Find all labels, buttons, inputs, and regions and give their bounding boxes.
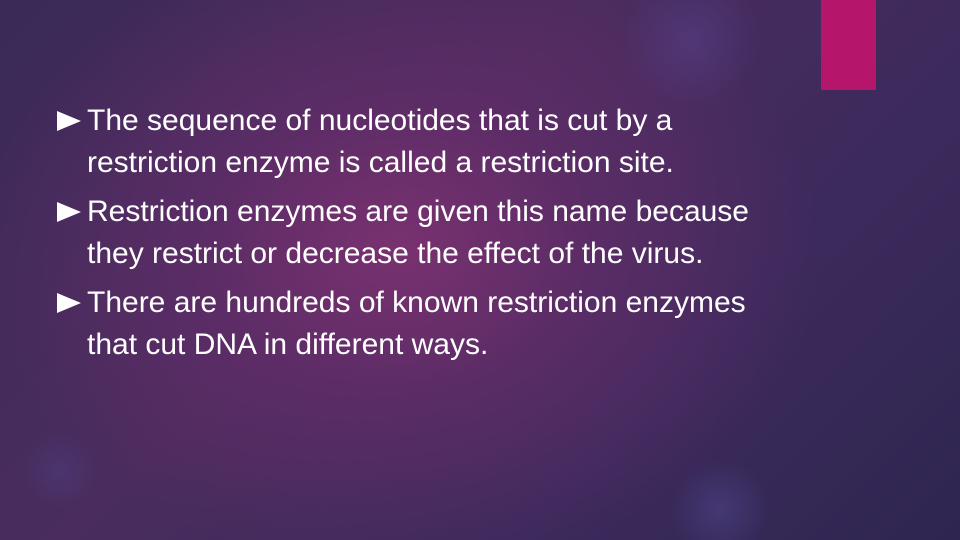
bullet-item-restriction-site xyxy=(57,100,797,184)
bullet-text: There are hundreds of known restriction enzymes that cut DNA in different ways. xyxy=(87,286,746,361)
accent-bar xyxy=(821,0,876,90)
triangle-bullet-icon xyxy=(57,202,81,222)
bullet-item-known-enzymes xyxy=(57,282,797,366)
bullet-item-enzyme-name xyxy=(57,191,797,275)
bullet-list xyxy=(57,100,797,373)
triangle-bullet-icon xyxy=(57,293,81,313)
bullet-text: Restriction enzymes are given this name because they restrict or decrease the effect of the virus. xyxy=(87,195,749,270)
bullet-text: The sequence of nucleotides that is cut by a restriction enzyme is called a restriction site. xyxy=(87,104,674,179)
triangle-bullet-icon xyxy=(57,111,81,131)
